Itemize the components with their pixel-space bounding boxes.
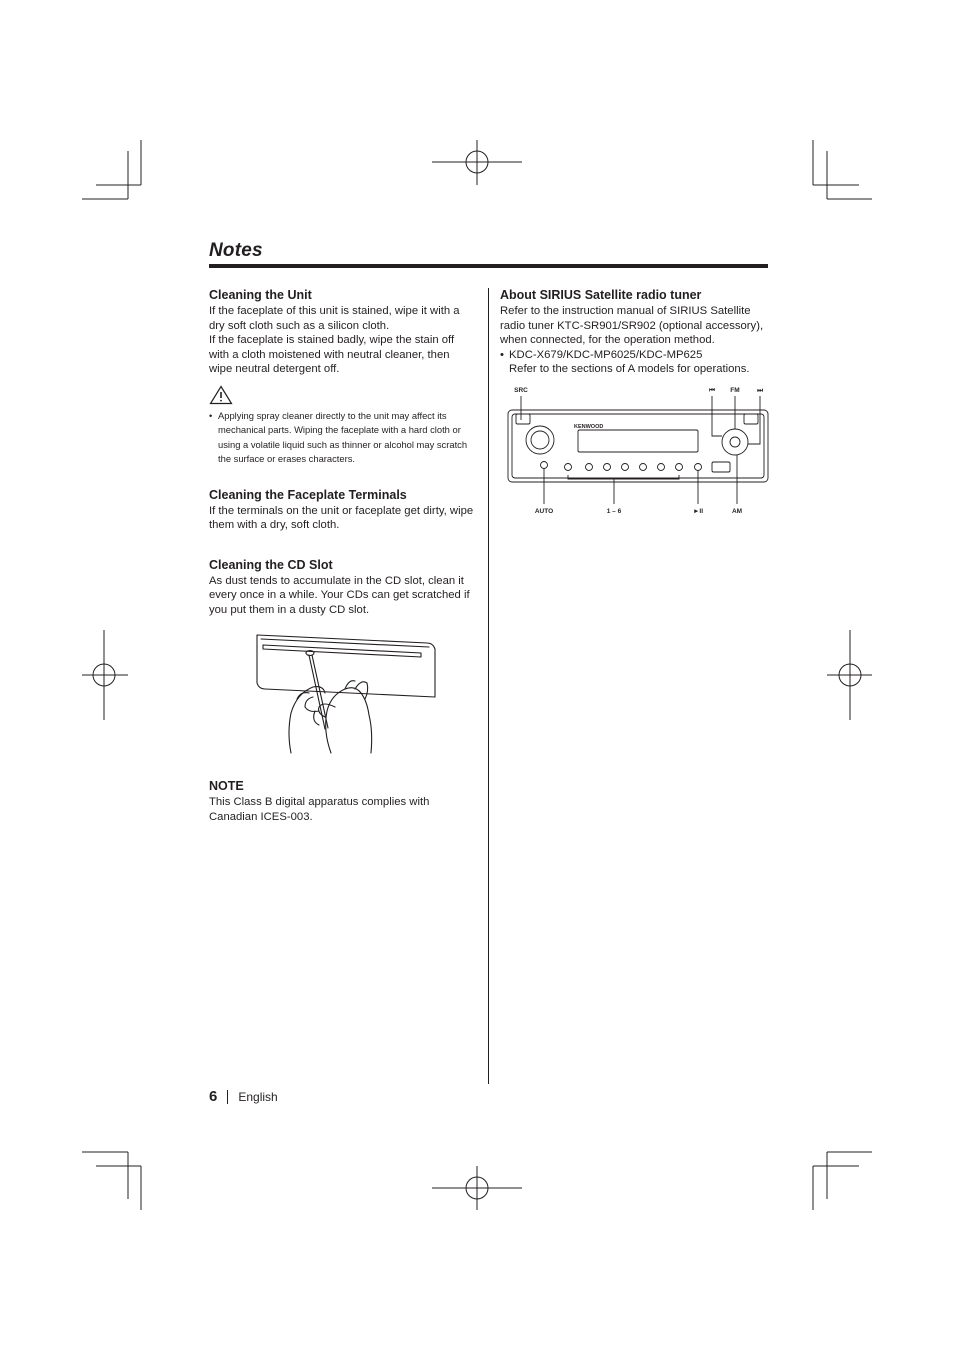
section-cleaning-terminals xyxy=(209,487,474,533)
label-presets: 1 – 6 xyxy=(606,507,622,515)
section-cleaning-unit xyxy=(209,287,474,467)
right-column xyxy=(500,287,768,520)
title-rule xyxy=(209,264,768,268)
brand-logo: KENWOOD xyxy=(574,423,604,430)
head-unit-diagram xyxy=(500,384,770,520)
section-heading: Cleaning the CD Slot xyxy=(209,557,333,572)
footer-separator xyxy=(227,1090,228,1104)
label-play-pause: ►II xyxy=(692,507,704,515)
section-body: This Class B digital apparatus complies with Canadian ICES-003. xyxy=(209,796,430,823)
model-names: KDC-X679/KDC-MP6025/KDC-MP625 xyxy=(509,348,703,361)
page-number: 6 xyxy=(209,1088,218,1105)
page-title: Notes xyxy=(209,240,263,261)
caution-icon xyxy=(209,385,233,405)
section-body: If the faceplate of this unit is stained, wipe it with a dry soft cloth such as a silicon cloth. xyxy=(209,305,460,332)
model-list-item xyxy=(500,348,768,377)
section-heading: Cleaning the Faceplate Terminals xyxy=(209,487,407,502)
section-note xyxy=(209,778,474,824)
column-divider xyxy=(488,288,489,1084)
model-note: Refer to the sections of A models for operations. xyxy=(509,363,750,375)
label-prev: ⏮ xyxy=(709,386,715,394)
label-auto: AUTO xyxy=(534,507,554,515)
page-footer xyxy=(209,1088,278,1105)
label-src: SRC xyxy=(514,386,528,394)
section-body: Refer to the instruction manual of SIRIUS Satellite radio tuner KTC-SR901/SR902 (optional accessory), when connected, for the operation method. xyxy=(500,305,764,346)
section-heading: About SIRIUS Satellite radio tuner xyxy=(500,288,702,302)
model-list xyxy=(500,348,768,377)
caution-item: • Applying spray cleaner directly to the unit may affect its mechanical parts. Wiping the faceplate with a hard cloth or using a volatile liquid such as thinner or alcohol may scratch the surface or erases characters. xyxy=(209,409,474,467)
label-next: ⏭ xyxy=(757,386,763,394)
footer-language: English xyxy=(238,1089,278,1104)
section-heading: NOTE xyxy=(209,779,244,793)
left-column xyxy=(209,287,474,824)
section-body: If the terminals on the unit or faceplate get dirty, wipe them with a dry, soft cloth. xyxy=(209,504,474,531)
label-am: AM xyxy=(731,507,743,515)
cd-slot-cleaning-illustration xyxy=(253,631,443,756)
section-heading: Cleaning the Unit xyxy=(209,288,312,302)
section-body: If the faceplate is stained badly, wipe the stain off with a cloth moistened with neutral cleaner, then wipe neutral detergent off. xyxy=(209,334,455,375)
section-body: As dust tends to accumulate in the CD slot, clean it every once in a while. Your CDs can get scratched if you put them in a dusty CD slot. xyxy=(209,574,470,616)
caution-list xyxy=(209,409,474,467)
section-cleaning-cd-slot xyxy=(209,557,474,618)
label-fm: FM xyxy=(730,386,740,394)
